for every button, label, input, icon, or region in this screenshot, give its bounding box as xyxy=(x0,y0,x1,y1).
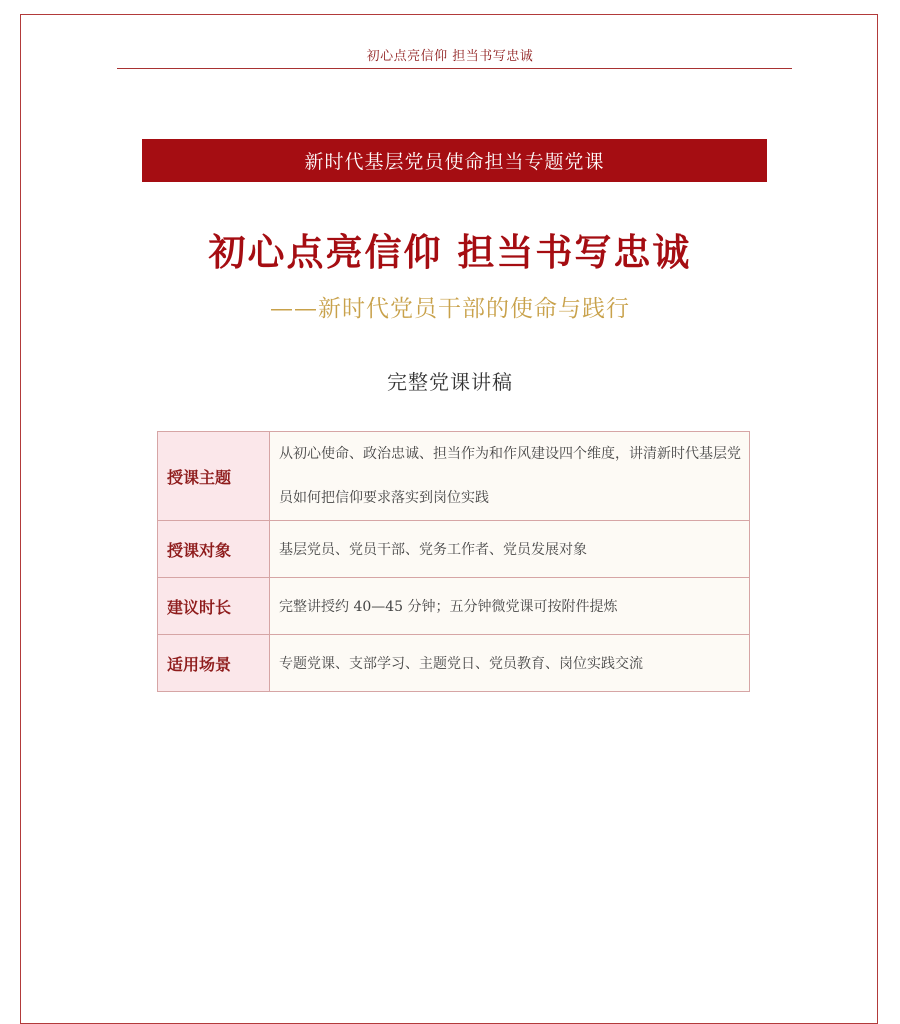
table-label-audience: 授课对象 xyxy=(158,521,270,578)
document-type: 完整党课讲稿 xyxy=(387,370,513,394)
table-row-duration xyxy=(158,578,750,635)
table-value-duration: 完整讲授约 40—45 分钟；五分钟微党课可按附件提炼 xyxy=(270,578,750,635)
table-row-scene xyxy=(158,635,750,692)
header-divider xyxy=(117,68,792,69)
table-value-scene: 专题党课、支部学习、主题党日、党员教育、岗位实践交流 xyxy=(270,635,750,692)
banner-text: 新时代基层党员使命担当专题党课 xyxy=(304,151,605,173)
table-label-duration: 建议时长 xyxy=(158,578,270,635)
page-title: 初心点亮信仰 担当书写忠诚 xyxy=(208,230,692,274)
table-label-topic: 授课主题 xyxy=(158,432,270,521)
table-value-topic: 从初心使命、政治忠诚、担当作为和作风建设四个维度，讲清新时代基层党员如何把信仰要求落实到岗位实践 xyxy=(270,432,750,521)
table-row-audience xyxy=(158,521,750,578)
table-row-topic xyxy=(158,432,750,521)
running-header: 初心点亮信仰 担当书写忠诚 xyxy=(366,49,534,64)
info-table xyxy=(157,431,750,692)
table-label-scene: 适用场景 xyxy=(158,635,270,692)
table-value-audience: 基层党员、党员干部、党务工作者、党员发展对象 xyxy=(270,521,750,578)
page-subtitle: ——新时代党员干部的使命与践行 xyxy=(270,296,630,322)
banner xyxy=(142,139,767,182)
